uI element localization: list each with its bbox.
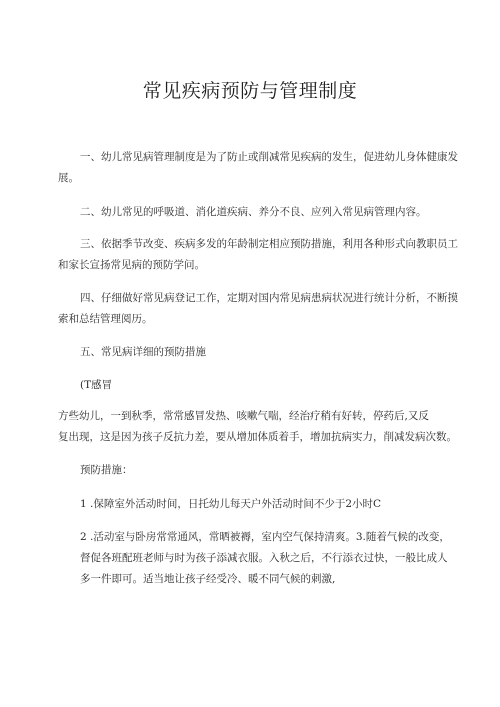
paragraph-line: 一、幼儿常见病管理制度是为了防止或削减常见疾病的发生，促进幼儿身体健康发 bbox=[80, 151, 458, 163]
paragraph-line: 三、依据季节改变、疾病多发的年龄制定相应预防措施，利用各种形式向教职员工 bbox=[80, 238, 458, 250]
paragraph-7 bbox=[58, 406, 456, 448]
paragraph-6 bbox=[58, 375, 456, 396]
paragraph-8 bbox=[58, 460, 456, 481]
document-title: 常见疾病预防与管理制度 bbox=[142, 80, 358, 102]
paragraph-line: 1 .保障室外活动时间，日托幼儿每天户外活动时间不少于2小时C bbox=[80, 498, 382, 510]
paragraph-line: 2 .活动室与卧房常常通风，常晒被褥，室内空气保持清爽。3.随着气候的改变， bbox=[80, 531, 450, 543]
paragraph-line: 督促各班配班老师与时为孩子添减衣服。入秋之后，不行添衣过快，一般比成人 bbox=[80, 552, 448, 564]
paragraph-line: 五、常见病详细的预防措施 bbox=[80, 346, 206, 358]
paragraph-4 bbox=[58, 288, 456, 330]
paragraph-line: 和家长宣扬常见病的预防学问。 bbox=[58, 259, 205, 271]
paragraph-line: 索和总结管理阅历。 bbox=[58, 313, 153, 325]
paragraph-10 bbox=[58, 527, 456, 590]
paragraph-9 bbox=[58, 494, 456, 515]
paragraph-line: 展。 bbox=[58, 172, 79, 184]
paragraph-1 bbox=[58, 147, 456, 189]
paragraph-3 bbox=[58, 234, 456, 276]
paragraph-5 bbox=[58, 342, 456, 363]
paragraph-2 bbox=[58, 202, 456, 223]
paragraph-line: 预防措施： bbox=[80, 464, 133, 476]
paragraph-line: 四、仔细做好常见病登记工作，定期对国内常见病患病状况进行统计分析，不断摸 bbox=[80, 292, 458, 304]
paragraph-line: (T感冒 bbox=[80, 379, 113, 391]
paragraph-line: 复出现，这是因为孩子反抗力差，要从增加体质着手，增加抗病实力，削减发病次数。 bbox=[58, 431, 457, 443]
paragraph-line: 多一件即可。适当地让孩子经受冷、暖不同气候的刺激, bbox=[80, 573, 336, 585]
paragraph-line: 二、幼儿常见的呼吸道、消化道疾病、养分不良、应列入常见病管理内容。 bbox=[80, 206, 427, 218]
paragraph-line: 方些幼儿，一到秋季，常常感冒发热、咳嗽气喘，经治疗稍有好转，停药后,又反 bbox=[58, 410, 429, 422]
